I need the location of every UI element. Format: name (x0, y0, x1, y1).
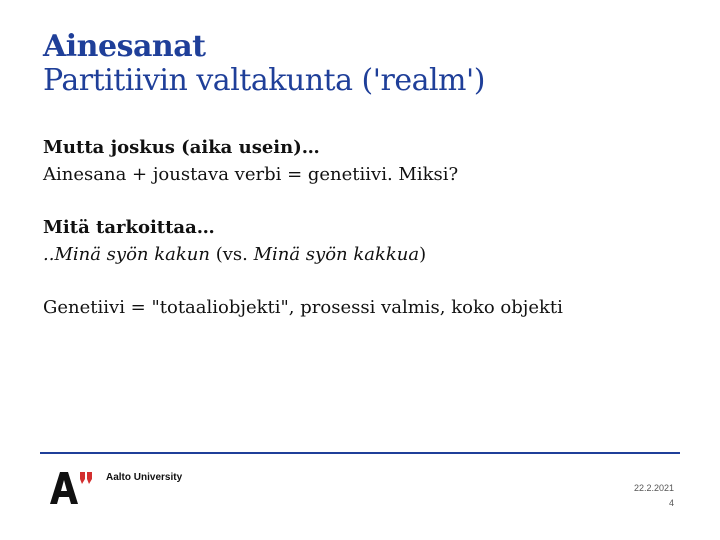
slide-body (43, 134, 683, 347)
footer-date: 22.2.2021 (633, 483, 674, 493)
logo-text: Aalto University (106, 472, 183, 483)
aalto-a-logo-icon (50, 470, 94, 504)
example-separator: (vs. (209, 244, 254, 265)
paragraph-2 (43, 214, 683, 268)
example-close: ) (419, 244, 427, 265)
paragraph-1-text: Ainesana + joustava verbi = genetiivi. Miksi? (43, 164, 459, 185)
footer-divider (40, 452, 680, 454)
slide-title-block (43, 30, 485, 98)
paragraph-1-heading: Mutta joskus (aika usein)… (43, 137, 320, 158)
paragraph-3-text: Genetiivi = "totaaliobjekti", prosessi valmis, koko objekti (43, 297, 563, 318)
example-1: ..Minä syön kakun (43, 244, 210, 265)
aalto-logo (50, 468, 210, 504)
paragraph-1 (43, 134, 683, 188)
example-2: Minä syön kakkua (253, 244, 420, 265)
paragraph-2-heading: Mitä tarkoittaa… (43, 217, 215, 238)
slide-subtitle: Partitiivin valtakunta ('realm') (43, 63, 485, 98)
page-number: 4 (668, 498, 674, 508)
slide-title: Ainesanat (43, 29, 206, 64)
paragraph-2-example (43, 241, 683, 268)
paragraph-3 (43, 294, 683, 321)
